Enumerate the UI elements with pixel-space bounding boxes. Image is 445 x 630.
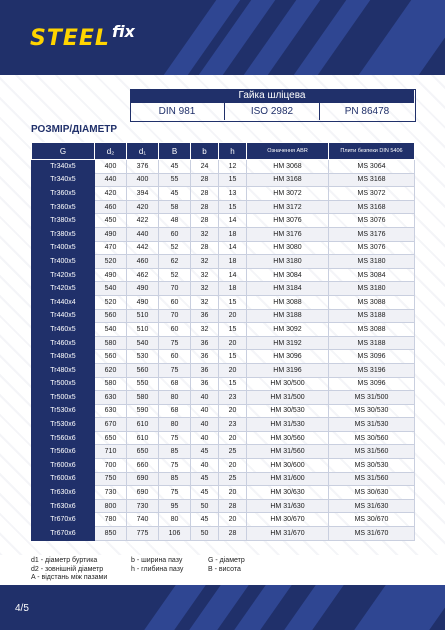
table-cell: 610 (127, 418, 159, 432)
table-cell: MS 3076 (329, 241, 415, 255)
col-b-upper: B (159, 143, 191, 160)
table-cell: 460 (127, 255, 159, 269)
table-cell: HM 31/560 (247, 445, 329, 459)
table-cell: HM 3088 (247, 295, 329, 309)
table-cell: 24 (191, 160, 219, 174)
legend-item: A - відстань між пазами (31, 574, 108, 581)
col-g: G (32, 143, 95, 160)
legend-item: h - глибина пазу (131, 565, 184, 573)
table-cell: MS 3096 (329, 350, 415, 364)
table-cell: 800 (95, 499, 127, 513)
table-cell: 20 (219, 363, 247, 377)
table-row (32, 431, 415, 445)
table-cell: 28 (191, 173, 219, 187)
table-cell: 20 (219, 336, 247, 350)
table-cell: MS 31/560 (329, 445, 415, 459)
col-designation: Означення ABR (247, 143, 329, 160)
table-cell: MS 3176 (329, 227, 415, 241)
table-cell: 12 (219, 160, 247, 174)
table-cell: 18 (219, 282, 247, 296)
table-cell: Tr670x6 (32, 513, 95, 527)
table-cell: 95 (159, 499, 191, 513)
table-cell: 630 (95, 391, 127, 405)
table-row (32, 309, 415, 323)
brand-logo (30, 22, 135, 51)
table-cell: Tr380x5 (32, 227, 95, 241)
table-cell: 68 (159, 377, 191, 391)
table-cell: 75 (159, 486, 191, 500)
table-cell: 28 (219, 499, 247, 513)
table-cell: 15 (219, 295, 247, 309)
table-cell: 376 (127, 160, 159, 174)
table-cell: 15 (219, 200, 247, 214)
table-cell: 36 (191, 309, 219, 323)
table-row (32, 336, 415, 350)
table-cell: 730 (95, 486, 127, 500)
table-cell: 28 (191, 200, 219, 214)
table-cell: 20 (219, 309, 247, 323)
table-cell: 58 (159, 200, 191, 214)
standard-pn: PN 86478 (319, 103, 414, 120)
table-cell: 14 (219, 268, 247, 282)
table-cell: 23 (219, 418, 247, 432)
table-cell: 400 (95, 160, 127, 174)
table-row (32, 527, 415, 541)
page-number: 4/5 (15, 603, 29, 614)
table-cell: HM 30/560 (247, 431, 329, 445)
table-cell: 780 (95, 513, 127, 527)
table-cell: HM 3080 (247, 241, 329, 255)
table-cell: Tr560x6 (32, 431, 95, 445)
table-cell: 32 (191, 268, 219, 282)
table-cell: 28 (191, 241, 219, 255)
table-cell: MS 3076 (329, 214, 415, 228)
table-cell: 750 (95, 472, 127, 486)
table-row (32, 173, 415, 187)
table-cell: MS 3096 (329, 377, 415, 391)
table-cell: HM 31/670 (247, 527, 329, 541)
table-cell: 75 (159, 363, 191, 377)
table-cell: 52 (159, 268, 191, 282)
table-row (32, 363, 415, 377)
table-cell: 690 (127, 486, 159, 500)
table-cell: Tr630x6 (32, 499, 95, 513)
table-cell: 15 (219, 377, 247, 391)
table-cell: HM 30/670 (247, 513, 329, 527)
table-cell: 80 (159, 418, 191, 432)
dimensions-table (31, 142, 415, 541)
legend-item: G - діаметр (208, 557, 245, 564)
table-cell: 610 (127, 431, 159, 445)
table-cell: 60 (159, 350, 191, 364)
legend-col3 (208, 557, 245, 574)
table-cell: HM 31/500 (247, 391, 329, 405)
table-cell: Tr670x6 (32, 527, 95, 541)
table-cell: 530 (127, 350, 159, 364)
table-cell: HM 3092 (247, 323, 329, 337)
table-cell: MS 31/630 (329, 499, 415, 513)
table-row (32, 486, 415, 500)
table-row (32, 295, 415, 309)
table-cell: MS 3168 (329, 200, 415, 214)
table-cell: 40 (191, 431, 219, 445)
table-cell: 32 (191, 323, 219, 337)
table-cell: 700 (95, 459, 127, 473)
table-cell: 25 (219, 472, 247, 486)
table-cell: Tr500x5 (32, 377, 95, 391)
table-cell: 15 (219, 173, 247, 187)
table-cell: Tr500x5 (32, 391, 95, 405)
table-row (32, 418, 415, 432)
table-cell: 32 (191, 227, 219, 241)
table-cell: 560 (95, 350, 127, 364)
table-cell: 580 (95, 377, 127, 391)
table-cell: 730 (127, 499, 159, 513)
table-cell: 670 (95, 418, 127, 432)
table-cell: HM 31/530 (247, 418, 329, 432)
table-cell: 620 (95, 363, 127, 377)
table-cell: 450 (95, 214, 127, 228)
table-cell: Tr600x6 (32, 472, 95, 486)
table-cell: 32 (191, 295, 219, 309)
table-cell: 462 (127, 268, 159, 282)
table-cell: 40 (191, 404, 219, 418)
table-cell: 690 (127, 472, 159, 486)
table-cell: 36 (191, 350, 219, 364)
legend-item: d1 - діаметр буртика (31, 557, 98, 564)
table-cell: MS 30/560 (329, 431, 415, 445)
table-cell: 40 (191, 391, 219, 405)
table-cell: 80 (159, 391, 191, 405)
table-row (32, 187, 415, 201)
table-cell: 422 (127, 214, 159, 228)
table-cell: Tr400x5 (32, 241, 95, 255)
table-cell: 490 (95, 227, 127, 241)
table-cell: 28 (191, 214, 219, 228)
table-cell: 75 (159, 459, 191, 473)
table-cell: 400 (127, 173, 159, 187)
table-cell: Tr360x5 (32, 187, 95, 201)
table-cell: 660 (127, 459, 159, 473)
table-cell: 580 (127, 391, 159, 405)
table-cell: 62 (159, 255, 191, 269)
table-cell: MS 3064 (329, 160, 415, 174)
table-cell: 850 (95, 527, 127, 541)
table-row (32, 459, 415, 473)
table-row (32, 445, 415, 459)
table-cell: MS 30/530 (329, 404, 415, 418)
table-cell: MS 31/560 (329, 472, 415, 486)
table-cell: HM 3076 (247, 214, 329, 228)
table-cell: 70 (159, 282, 191, 296)
table-row (32, 323, 415, 337)
table-cell: 25 (219, 445, 247, 459)
table-cell: 650 (95, 431, 127, 445)
brand-steel: STEEL (30, 26, 110, 51)
table-cell: Tr400x5 (32, 255, 95, 269)
table-cell: 14 (219, 241, 247, 255)
table-cell: 45 (191, 445, 219, 459)
table-cell: Tr560x6 (32, 445, 95, 459)
table-cell: HM 3176 (247, 227, 329, 241)
table-cell: Tr440x4 (32, 295, 95, 309)
table-row (32, 513, 415, 527)
table-header-row (32, 143, 415, 160)
legend-item: B - висота (208, 565, 241, 573)
table-row (32, 268, 415, 282)
table-row (32, 499, 415, 513)
table-cell: 28 (191, 187, 219, 201)
table-cell: MS 3180 (329, 282, 415, 296)
table-cell: 36 (191, 377, 219, 391)
legend-item: d2 - зовнішній діаметр (31, 565, 104, 573)
table-cell: 85 (159, 472, 191, 486)
table-cell: HM 31/630 (247, 499, 329, 513)
table-cell: 45 (191, 472, 219, 486)
table-cell: HM 3072 (247, 187, 329, 201)
table-cell: 75 (159, 431, 191, 445)
table-cell: Tr630x6 (32, 486, 95, 500)
table-cell: 394 (127, 187, 159, 201)
table-cell: 460 (95, 200, 127, 214)
table-cell: MS 30/670 (329, 513, 415, 527)
table-cell: 85 (159, 445, 191, 459)
table-cell: 590 (127, 404, 159, 418)
table-row (32, 377, 415, 391)
product-title: Гайка шліцева (130, 89, 414, 103)
table-cell: 52 (159, 241, 191, 255)
table-cell: MS 3188 (329, 309, 415, 323)
table-cell: Tr530x6 (32, 418, 95, 432)
table-cell: 510 (127, 323, 159, 337)
table-cell: 60 (159, 227, 191, 241)
table-cell: 32 (191, 282, 219, 296)
table-cell: HM 3192 (247, 336, 329, 350)
legend-item: b - ширина пазу (131, 557, 183, 564)
table-cell: MS 3084 (329, 268, 415, 282)
table-row (32, 282, 415, 296)
table-cell: 70 (159, 309, 191, 323)
table-cell: Tr340x5 (32, 173, 95, 187)
table-cell: 45 (191, 486, 219, 500)
legend-col2 (131, 557, 183, 574)
table-cell: 540 (95, 282, 127, 296)
section-title: РОЗМІР/ДІАМЕТР (31, 124, 118, 135)
table-row (32, 241, 415, 255)
table-cell: 520 (95, 255, 127, 269)
table-cell: 510 (127, 309, 159, 323)
table-cell: 580 (95, 336, 127, 350)
table-cell: 20 (219, 486, 247, 500)
col-d2: d₂ (95, 143, 127, 160)
table-row (32, 391, 415, 405)
col-safety-plates: Плити безпеки DIN 5406 (329, 143, 415, 160)
table-cell: Tr600x6 (32, 459, 95, 473)
table-cell: 40 (191, 459, 219, 473)
table-cell: 106 (159, 527, 191, 541)
table-cell: 420 (127, 200, 159, 214)
table-cell: 68 (159, 404, 191, 418)
table-cell: 13 (219, 187, 247, 201)
table-cell: MS 3072 (329, 187, 415, 201)
standard-iso: ISO 2982 (224, 103, 319, 120)
table-cell: 490 (127, 282, 159, 296)
table-cell: 14 (219, 214, 247, 228)
table-cell: MS 31/670 (329, 527, 415, 541)
table-cell: 75 (159, 336, 191, 350)
table-cell: 28 (219, 527, 247, 541)
table-cell: 560 (95, 309, 127, 323)
table-cell: 60 (159, 295, 191, 309)
table-cell: 20 (219, 431, 247, 445)
table-cell: Tr480x5 (32, 350, 95, 364)
table-cell: 20 (219, 404, 247, 418)
table-cell: MS 3088 (329, 295, 415, 309)
table-cell: Tr460x5 (32, 323, 95, 337)
table-cell: HM 30/530 (247, 404, 329, 418)
table-cell: MS 3180 (329, 255, 415, 269)
table-cell: 45 (159, 160, 191, 174)
table-row (32, 200, 415, 214)
table-cell: 36 (191, 336, 219, 350)
table-row (32, 214, 415, 228)
standard-din: DIN 981 (158, 106, 196, 117)
table-cell: HM 30/600 (247, 459, 329, 473)
table-cell: 20 (219, 459, 247, 473)
table-cell: HM 3084 (247, 268, 329, 282)
table-row (32, 472, 415, 486)
table-cell: 18 (219, 227, 247, 241)
table-cell: 440 (95, 173, 127, 187)
table-cell: 50 (191, 499, 219, 513)
table-cell: 15 (219, 323, 247, 337)
table-cell: Tr440x5 (32, 309, 95, 323)
table-cell: 45 (159, 187, 191, 201)
table-cell: 32 (191, 255, 219, 269)
table-cell: Tr380x5 (32, 214, 95, 228)
table-cell: MS 31/500 (329, 391, 415, 405)
table-cell: 650 (127, 445, 159, 459)
table-cell: 20 (219, 513, 247, 527)
table-cell: HM 3184 (247, 282, 329, 296)
table-cell: HM 3068 (247, 160, 329, 174)
table-cell: MS 31/530 (329, 418, 415, 432)
table-cell: 440 (127, 227, 159, 241)
table-cell: 775 (127, 527, 159, 541)
table-cell: 520 (95, 295, 127, 309)
table-cell: 630 (95, 404, 127, 418)
table-cell: Tr340x5 (32, 160, 95, 174)
table-cell: HM 3168 (247, 173, 329, 187)
table-cell: 550 (127, 377, 159, 391)
table-cell: 560 (127, 363, 159, 377)
table-cell: HM 3180 (247, 255, 329, 269)
table-cell: HM 30/500 (247, 377, 329, 391)
table-cell: 540 (127, 336, 159, 350)
table-cell: 442 (127, 241, 159, 255)
table-cell: 18 (219, 255, 247, 269)
legend-col1 (31, 557, 107, 583)
table-cell: HM 3096 (247, 350, 329, 364)
table-cell: 420 (95, 187, 127, 201)
table-cell: 490 (95, 268, 127, 282)
table-cell: 490 (127, 295, 159, 309)
table-cell: 40 (191, 418, 219, 432)
col-b-lower: b (191, 143, 219, 160)
table-cell: HM 3196 (247, 363, 329, 377)
table-cell: 45 (191, 513, 219, 527)
col-d1: d₁ (127, 143, 159, 160)
table-cell: Tr360x5 (32, 200, 95, 214)
table-cell: MS 30/530 (329, 459, 415, 473)
table-cell: Tr530x6 (32, 404, 95, 418)
table-cell: 15 (219, 350, 247, 364)
table-cell: Tr480x5 (32, 363, 95, 377)
table-cell: 80 (159, 513, 191, 527)
col-h: h (219, 143, 247, 160)
table-cell: HM 3172 (247, 200, 329, 214)
table-cell: Tr420x5 (32, 268, 95, 282)
table-row (32, 255, 415, 269)
table-row (32, 350, 415, 364)
table-cell: MS 30/630 (329, 486, 415, 500)
table-cell: 50 (191, 527, 219, 541)
table-cell: 36 (191, 363, 219, 377)
table-cell: HM 30/630 (247, 486, 329, 500)
table-row (32, 227, 415, 241)
brand-fix: fix (111, 22, 135, 41)
table-cell: 55 (159, 173, 191, 187)
table-cell: 710 (95, 445, 127, 459)
table-cell: 48 (159, 214, 191, 228)
table-cell: 540 (95, 323, 127, 337)
table-cell: Tr420x5 (32, 282, 95, 296)
table-cell: 740 (127, 513, 159, 527)
table-cell: MS 3168 (329, 173, 415, 187)
table-cell: 470 (95, 241, 127, 255)
standards-row (130, 103, 414, 120)
table-cell: HM 31/600 (247, 472, 329, 486)
table-cell: 23 (219, 391, 247, 405)
table-cell: 60 (159, 323, 191, 337)
table-cell: Tr460x5 (32, 336, 95, 350)
table-cell: HM 3188 (247, 309, 329, 323)
table-row (32, 160, 415, 174)
table-cell: MS 3088 (329, 323, 415, 337)
table-cell: MS 3196 (329, 363, 415, 377)
table-row (32, 404, 415, 418)
table-cell: MS 3188 (329, 336, 415, 350)
